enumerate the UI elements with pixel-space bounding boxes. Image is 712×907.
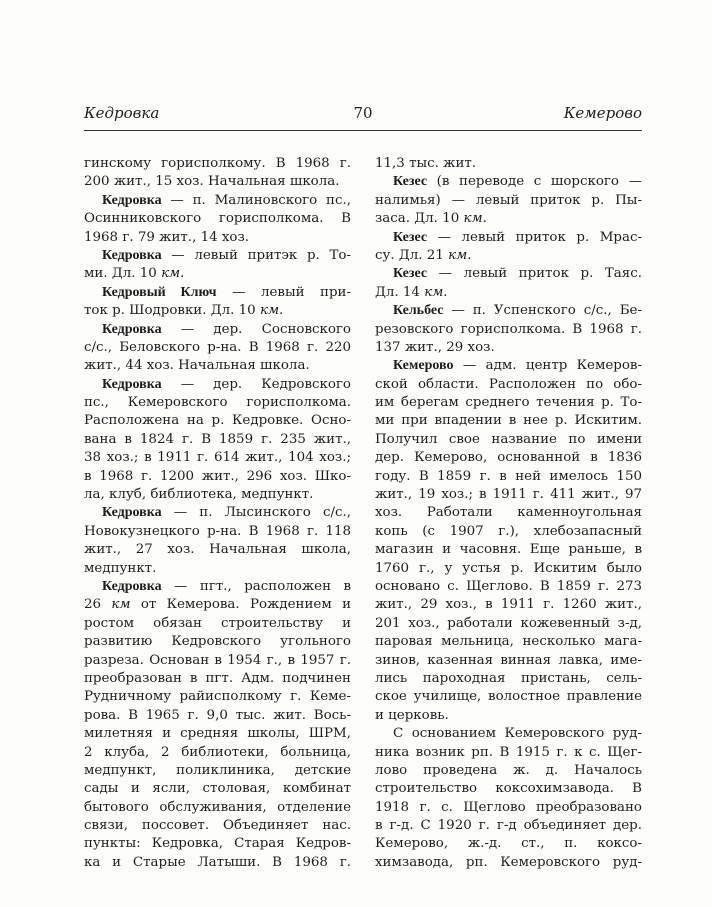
text-line: Кедровка — дер. Сосновского — [102, 321, 351, 337]
text-line: Получил свое название по имени — [375, 431, 642, 447]
text-line: 38 хоз.; в 1911 г. 614 жит., 104 хоз.; — [84, 450, 351, 466]
text-line: году. В 1859 г. в ней имелось 150 — [375, 468, 642, 484]
text-line: Кедровка — пгт., расположен в — [102, 578, 351, 594]
text-line: основано с. Щеглово. В 1859 г. 273 — [375, 578, 642, 594]
entry-headword: Кедровка — [102, 247, 162, 263]
unit-abbrev: км. — [161, 266, 185, 282]
text-line: рова. В 1965 г. 9,0 тыс. жит. Вось- — [84, 707, 351, 723]
text-line: налимья) — левый приток р. Пы- — [375, 192, 642, 208]
text-line: хоз. Работали каменноугольная — [375, 505, 642, 521]
entry-headword: Кедровка — [102, 505, 162, 521]
text-line: строительство коксохимзавода. В — [375, 781, 642, 797]
text-line: жит., 19 хоз.; в 1911 г. 411 жит., 97 — [375, 487, 642, 503]
text-line: Дл. 14 км. — [375, 284, 448, 300]
text-line: магазин и часовня. Еще раньше, в — [375, 542, 642, 558]
text-line: Кедровка — п. Малиновского пс., — [102, 192, 351, 208]
text-line: бытового обслуживания, отделение — [84, 799, 351, 815]
text-line: су. Дл. 21 км. — [375, 247, 472, 263]
text-line: зинов, казенная винная лавка, име- — [375, 652, 642, 668]
entry-headword: Кедровый Ключ — [102, 284, 217, 300]
right-column — [375, 155, 642, 872]
text-line: связи, поссовет. Объединяет нас. — [84, 818, 351, 834]
text-line: и церковь. — [375, 707, 449, 723]
text-line: преобразован в пгт. Адм. подчинен — [84, 670, 351, 686]
entry-headword: Кедровка — [102, 321, 162, 337]
unit-abbrev: км. — [463, 211, 487, 227]
text-line: ростом обязан строительству и — [84, 615, 351, 631]
text-line: ла, клуб, библиотека, медпункт. — [84, 487, 314, 503]
text-line: ское училище, волостное правление — [375, 689, 642, 705]
text-line: 137 жит., 29 хоз. — [375, 339, 495, 355]
unit-abbrev: км — [111, 597, 131, 613]
running-head-left: Кедровка — [84, 104, 160, 122]
text-line: 200 жит., 15 хоз. Начальная школа. — [84, 174, 340, 190]
entry-headword: Кезес — [393, 229, 428, 245]
text-line: развитию Кедровского угольного — [84, 634, 351, 650]
text-line: разреза. Основан в 1954 г., в 1957 г. — [84, 652, 351, 668]
text-line: 11,3 тыс. жит. — [375, 156, 477, 171]
text-line: Кедровый Ключ — левый при- — [102, 284, 351, 300]
text-line: гинскому горисполкому. В 1968 г. — [84, 156, 351, 171]
text-line: Кезес (в переводе с шорского — — [393, 174, 642, 190]
running-head-right: Кемерово — [563, 104, 642, 122]
entry-headword: Кедровка — [102, 578, 162, 594]
running-header — [84, 104, 642, 126]
text-line: 2 клуба, 2 библиотеки, больница, — [84, 744, 351, 760]
text-line: пс., Кемеровского горисполкома. — [84, 395, 351, 411]
text-line: Кемерово — адм. центр Кемеров- — [393, 358, 642, 374]
text-line: с/с., Беловского р-на. В 1968 г. 220 — [84, 339, 351, 355]
page-number: 70 — [353, 104, 373, 122]
text-line: им берегам среднего течения р. То- — [375, 395, 642, 411]
text-line: ток р. Шодровки. Дл. 10 км. — [84, 303, 284, 319]
text-line: в 1968 г. 1200 жит., 296 хоз. Шко- — [84, 468, 351, 484]
text-line: 201 хоз., работали кожевенный з-д, — [375, 615, 642, 631]
text-line: ка и Старые Латыши. В 1968 г. — [84, 854, 351, 870]
text-line: 26 км от Кемерова. Рождением и — [84, 597, 351, 613]
entry-headword: Кельбес — [393, 303, 444, 319]
entry-headword: Кедровка — [102, 192, 162, 208]
text-line: паровая мельница, несколько мага- — [375, 634, 642, 650]
unit-abbrev: км. — [424, 284, 448, 300]
entry-headword: Кезес — [393, 174, 428, 190]
unit-abbrev: км. — [259, 303, 284, 319]
text-line: копь (с 1907 г.), хлебозапасный — [375, 523, 642, 539]
left-column — [84, 155, 351, 872]
entry-headword: Кезес — [393, 266, 428, 282]
text-line: Кезес — левый приток р. Таяс. — [393, 266, 642, 282]
text-line: лово проведена ж. д. Началось — [375, 762, 642, 778]
unit-abbrev: км. — [448, 247, 472, 263]
text-line: 1918 г. с. Щеглово преобразовано — [375, 799, 642, 815]
text-line: лись пароходная пристань, сель- — [375, 670, 642, 686]
text-line: Расположена на р. Кедровке. Осно- — [84, 413, 351, 429]
text-line: резовского горисполкома. В 1968 г. — [375, 321, 642, 337]
text-line: милетняя и средняя школы, ШРМ, — [84, 726, 351, 742]
text-line: С основанием Кемеровского руд- — [393, 726, 642, 742]
text-line: Кедровка — левый притэк р. То- — [102, 247, 351, 263]
text-line: пункты: Кедровка, Старая Кедров- — [84, 836, 351, 852]
text-line: Кезес — левый приток р. Мрас- — [393, 229, 642, 245]
entry-headword: Кемерово — [393, 358, 454, 374]
text-line: медпункт, поликлиника, детские — [84, 762, 351, 778]
text-line: ми при впадении в нее р. Искитим. — [375, 413, 642, 429]
text-line: Кедровка — п. Лысинского с/с., — [102, 505, 351, 521]
text-line: Кемерово, ж.-д. ст., п. коксо- — [375, 836, 642, 852]
text-line: медпункт. — [84, 560, 157, 576]
header-rule — [84, 130, 642, 131]
text-line: дер. Кемерово, основанной в 1836 — [375, 450, 642, 466]
text-line: Рудничному райисполкому г. Кеме- — [84, 689, 351, 705]
text-line: Кедровка — дер. Кедровского — [102, 376, 351, 392]
text-line: заса. Дл. 10 км. — [375, 211, 487, 227]
text-line: 1760 г., у устья р. Искитим было — [375, 560, 642, 576]
text-line: ской области. Расположен по обо- — [375, 376, 642, 392]
text-line: ника возник рп. В 1915 г. к с. Щег- — [375, 744, 642, 760]
text-line: сады и ясли, столовая, комбинат — [84, 781, 351, 797]
text-line: вана в 1824 г. В 1859 г. 235 жит., — [84, 431, 351, 447]
text-line: в г-д. С 1920 г. г-д объединяет дер. — [375, 818, 642, 834]
text-line: Новокузнецкого р-на. В 1968 г. 118 — [84, 523, 351, 539]
entry-headword: Кедровка — [102, 376, 162, 392]
text-line: 1968 г. 79 жит., 14 хоз. — [84, 229, 250, 245]
text-line: жит., 44 хоз. Начальная школа. — [84, 358, 310, 374]
text-line: жит., 27 хоз. Начальная школа, — [84, 542, 351, 558]
text-line: жит., 29 хоз., в 1911 г. 1260 жит., — [375, 597, 642, 613]
text-line: ми. Дл. 10 км. — [84, 266, 185, 282]
text-line: Осинниковского горисполкома. В — [84, 211, 351, 227]
text-line: Кельбес — п. Успенского с/с., Бе- — [393, 303, 642, 319]
text-line: химзавода, рп. Кемеровского руд- — [375, 854, 642, 870]
